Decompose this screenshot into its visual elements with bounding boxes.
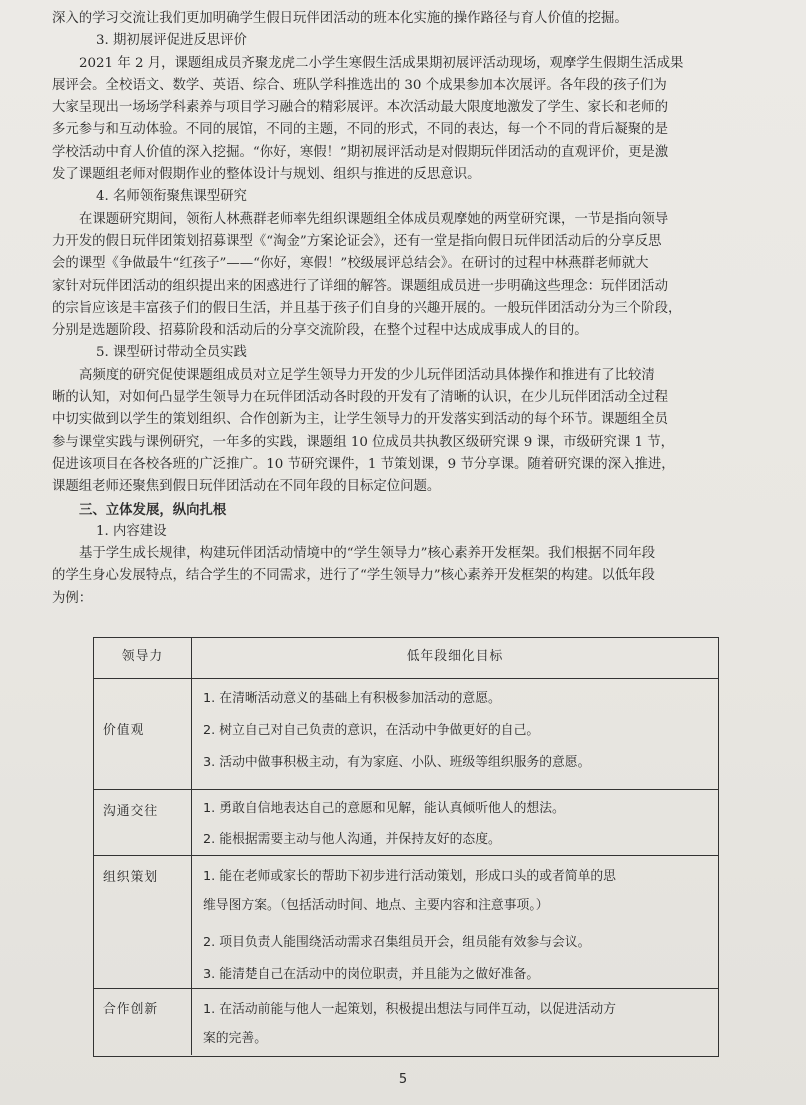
text-line: 促进该项目在各校各班的广泛推广。10 节研究课件，1 节策划课，9 节分享课。随着研究课的深入推进，: [52, 456, 675, 472]
text-line: 5. 课型研讨带动全员实践: [96, 345, 247, 361]
goal-item: 3. 活动中做事积极主动，有为家庭、小队、班级等组织服务的意愿。: [203, 755, 591, 770]
text-line: 中切实做到以学生的策划组织、合作创新为主，让学生领导力的开发落实到活动的每个环节。课题组全员: [52, 412, 668, 428]
text-line: 深入的学习交流让我们更加明确学生假日玩伴团活动的班本化实施的操作路径与育人价值的挖掘。: [52, 11, 628, 26]
category-label: 价值观: [103, 723, 145, 738]
category-label: 合作创新: [103, 1002, 159, 1017]
goal-item: 1. 在活动前能与他人一起策划，积极提出想法与同伴互动，以促进活动方: [203, 1002, 616, 1017]
body-text: [52, 8, 762, 610]
text-line: 三、立体发展，纵向扎根: [79, 501, 227, 518]
text-line: 3. 期初展评促进反思评价: [96, 33, 247, 49]
page-number: 5: [398, 1072, 408, 1087]
text-line: 家针对玩伴团活动的组织提出来的困惑进行了详细的解答。课题组成员进一步明确这些理念：玩伴团活动: [52, 278, 668, 294]
table-row: [94, 988, 718, 1055]
table-row: [94, 789, 718, 855]
text-line: 2021 年 2 月，课题组成员齐聚龙虎二小学生寒假生活成果期初展评活动现场，观摩学生假期生活成果: [79, 55, 684, 71]
text-line: 会的课型《争做最牛“红孩子”——“你好，寒假！”校级展评总结会》。在研讨的过程中林燕群老师就大: [52, 256, 649, 272]
text-line: 4. 名师领衔聚焦课型研究: [96, 189, 247, 205]
leadership-goals-table: [93, 637, 719, 1057]
table-header-leadership: 领导力: [94, 638, 192, 678]
table-header-goals: 低年段细化目标: [406, 649, 504, 664]
text-line: 参与课堂实践与课例研究，一年多的实践，课题组 10 位成员共执教区级研究课 9 课，市级研究课 1 节，: [52, 434, 675, 450]
goal-item: 1. 能在老师或家长的帮助下初步进行活动策划，形成口头的或者简单的思: [203, 869, 616, 884]
category-label: 沟通交往: [103, 804, 159, 819]
text-line: 大家呈现出一场场学科素养与项目学习融合的精彩展评。本次活动最大限度地激发了学生、家长和老师的: [52, 100, 668, 116]
goal-item: 1. 在清晰活动意义的基础上有积极参加活动的意愿。: [203, 691, 501, 706]
goal-item: 3. 能清楚自己在活动中的岗位职责，并且能为之做好准备。: [203, 967, 540, 982]
text-line: 的学生身心发展特点，结合学生的不同需求，进行了“学生领导力”核心素养开发框架的构建。以低年段: [52, 568, 655, 584]
text-line: 在课题研究期间，领衔人林燕群老师率先组织课题组全体成员观摩她的两堂研究课，一节是指向领导: [79, 211, 669, 227]
table-category-cell: [94, 679, 192, 789]
goal-item: 2. 项目负责人能围绕活动需求召集组员开会，组员能有效参与会议。: [203, 935, 591, 950]
goal-item: 案的完善。: [203, 1031, 267, 1046]
goal-item: 2. 树立自己对自己负责的意识，在活动中争做更好的自己。: [203, 723, 540, 738]
text-line: 多元参与和互动体验。不同的展馆，不同的主题，不同的形式，不同的表达，每一个不同的背后凝聚的是: [52, 122, 668, 138]
table-row: [94, 678, 718, 789]
text-line: 学校活动中育人价值的深入挖掘。“你好，寒假！”期初展评活动是对假期玩伴团活动的直观评价，更是激: [52, 144, 669, 160]
text-line: 晰的认知，对如何凸显学生领导力在玩伴团活动各时段的开发有了清晰的认识，在少儿玩伴团活动全过程: [52, 390, 668, 406]
table-goals-cell: [192, 679, 718, 789]
text-line: 的宗旨应该是丰富孩子们的假日生活，并且基于孩子们自身的兴趣开展的。一般玩伴团活动分为三个阶段，: [52, 300, 682, 316]
table-goals-cell: [192, 856, 718, 988]
table-category-cell: [94, 856, 192, 988]
table-goals-cell: [192, 989, 718, 1055]
text-line: 高频度的研究促使课题组成员对立足学生领导力开发的少儿玩伴团活动具体操作和推进有了比较清: [79, 367, 655, 383]
text-line: 力开发的假日玩伴团策划招募课型《“淘金”方案论证会》，还有一堂是指向假日玩伴团活动后的分享反思: [52, 233, 662, 249]
table-header-row: [94, 638, 718, 678]
text-line: 展评会。全校语文、数学、英语、综合、班队学科推选出的 30 个成果参加本次展评。各年段的孩子们为: [52, 77, 667, 93]
goal-item: 2. 能根据需要主动与他人沟通，并保持友好的态度。: [203, 832, 501, 847]
goal-item: 1. 勇敢自信地表达自己的意愿和见解，能认真倾听他人的想法。: [203, 801, 565, 816]
text-line: 发了课题组老师对假期作业的整体设计与规划、组织与推进的反思意识。: [52, 167, 481, 183]
text-line: 分别是选题阶段、招募阶段和活动后的分享交流阶段，在整个过程中达成成事成人的目的。: [52, 323, 588, 339]
category-label: 组织策划: [103, 870, 159, 885]
table-category-cell: [94, 790, 192, 855]
table-row: [94, 855, 718, 988]
table-category-cell: [94, 989, 192, 1055]
text-line: 基于学生成长规律，构建玩伴团活动情境中的“学生领导力”核心素养开发框架。我们根据不同年段: [79, 546, 656, 562]
table-goals-cell: [192, 790, 718, 855]
text-line: 课题组老师还聚焦到假日玩伴团活动在不同年段的目标定位问题。: [52, 479, 441, 495]
text-line: 1. 内容建设: [96, 523, 167, 539]
text-line: 为例：: [52, 590, 93, 606]
goal-item: 维导图方案。（包括活动时间、地点、主要内容和注意事项。）: [203, 898, 549, 913]
